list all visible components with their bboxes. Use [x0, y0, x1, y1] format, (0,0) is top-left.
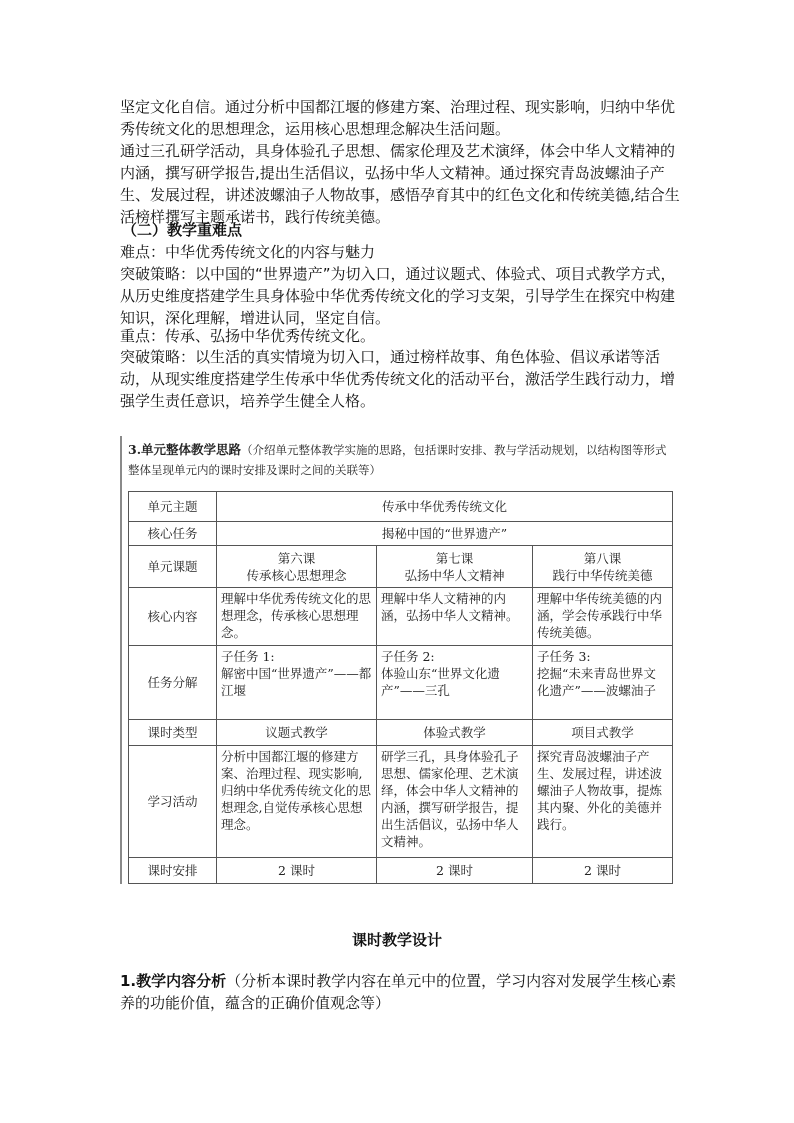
section-title: 课时教学设计 [351, 931, 442, 949]
cell-schedule-6: 2 课时 [217, 858, 377, 884]
cell-task-7: 子任务 2: 体验山东“世界文化遗产”——三孔 [377, 646, 533, 720]
cell-lesson-label: 单元课题 [129, 546, 217, 588]
cell-theme-label: 单元主题 [129, 492, 217, 522]
cell-type-7: 体验式教学 [377, 720, 533, 746]
cell-activity-8: 探究青岛波螺油子产生、发展过程，讲述波螺油子人物故事，提炼其内聚、外化的美德并践行。 [533, 746, 673, 858]
cell-schedule-label: 课时安排 [129, 858, 217, 884]
analysis-paragraph [120, 970, 680, 1014]
table-row-core-task [129, 522, 673, 546]
cell-content-7: 理解中华人文精神的内涵，弘扬中华人文精神。 [377, 588, 533, 646]
table-row-core-content [129, 588, 673, 646]
analysis-note: （分析本课时教学内容在单元中的位置，学习内容对发展学生核心素养的功能价值，蕴含的正确价值观念等） [120, 972, 677, 1012]
cell-task-8: 子任务 3: 挖掘“未来青岛世界文化遗产”——波螺油子 [533, 646, 673, 720]
cell-activity-7: 研学三孔，具身体验孔子思想、儒家伦理、艺术演绎，体会中华人文精神的内涵，撰写研学报告，提出生活倡议，弘扬中华人文精神。 [377, 746, 533, 858]
cell-content-8: 理解中华传统美德的内涵，学会传承践行中华传统美德。 [533, 588, 673, 646]
unit-plan-table [128, 491, 673, 884]
cell-lesson-8: 第八课 践行中华传统美德 [533, 546, 673, 588]
cell-content-label: 核心内容 [129, 588, 217, 646]
cell-type-6: 议题式教学 [217, 720, 377, 746]
paragraph-key-strategy: 突破策略：以生活的真实情境为切入口，通过榜样故事、角色体验、倡议承诺等活动，从现实维度搭建学生传承中华优秀传统文化的活动平台，激活学生践行动力，增强学生责任意识，培养学生健全人格。 [120, 348, 676, 410]
cell-type-8: 项目式教学 [533, 720, 673, 746]
paragraph-difficulty: 难点：中华优秀传统文化的内容与魅力 [120, 243, 376, 261]
unit-plan-heading-note: （介绍单元整体教学实施的思路，包括课时安排、教与学活动规划，以结构图等形式整体呈现单元内的课时安排及课时之间的关联等） [128, 443, 667, 477]
cell-task-label: 任务分解 [129, 646, 217, 720]
cell-core-task-value: 揭秘中国的“世界遗产” [217, 522, 673, 546]
cell-theme-value: 传承中华优秀传统文化 [217, 492, 673, 522]
cell-lesson-6: 第六课 传承核心思想理念 [217, 546, 377, 588]
cell-type-label: 课时类型 [129, 720, 217, 746]
cell-schedule-7: 2 课时 [377, 858, 533, 884]
cell-core-task-label: 核心任务 [129, 522, 217, 546]
paragraph-goal-2: 通过三孔研学活动，具身体验孔子思想、儒家伦理及艺术演绎，体会中华人文精神的内涵，撰写研学报告,提出生活倡议，弘扬中华人文精神。通过探究青岛波螺油子产生、发展过程，讲述波螺油子人物故事，感悟孕育其中的红色文化和传统美德,结合生活榜样撰写主题承诺书，践行传统美德。 [120, 142, 680, 226]
cell-content-6: 理解中华优秀传统文化的思想理念，传承核心思想理念。 [217, 588, 377, 646]
heading-key-difficulties: （二）教学重难点 [122, 221, 243, 239]
cell-activity-6: 分析中国都江堰的修建方案、治理过程、现实影响,归纳中华优秀传统文化的思想理念,自觉传承核心思想理念。 [217, 746, 377, 858]
table-row-lessons [129, 546, 673, 588]
paragraph-difficulty-strategy: 突破策略：以中国的“世界遗产”为切入口，通过议题式、体验式、项目式教学方式，从历史维度搭建学生具身体验中华优秀传统文化的学习支架，引导学生在探究中构建知识，深化理解，增进认同，坚定自信。 [120, 265, 676, 327]
table-row-theme [129, 492, 673, 522]
paragraph-goal-1: 坚定文化自信。通过分析中国都江堰的修建方案、治理过程、现实影响，归纳中华优秀传统文化的思想理念，运用核心思想理念解决生活问题。 [120, 98, 676, 138]
paragraph-key-point: 重点：传承、弘扬中华优秀传统文化。 [120, 327, 376, 345]
analysis-heading: 1.教学内容分析 [120, 972, 227, 990]
table-row-lesson-type [129, 720, 673, 746]
unit-plan-heading [128, 440, 668, 480]
table-row-schedule [129, 858, 673, 884]
cell-activity-label: 学习活动 [129, 746, 217, 858]
table-row-tasks [129, 646, 673, 720]
unit-plan-heading-bold: 3.单元整体教学思路 [128, 442, 242, 457]
unit-plan-section [120, 436, 676, 884]
cell-lesson-7: 第七课 弘扬中华人文精神 [377, 546, 533, 588]
cell-schedule-8: 2 课时 [533, 858, 673, 884]
cell-task-6: 子任务 1: 解密中国“世界遗产”——都江堰 [217, 646, 377, 720]
table-row-activities [129, 746, 673, 858]
